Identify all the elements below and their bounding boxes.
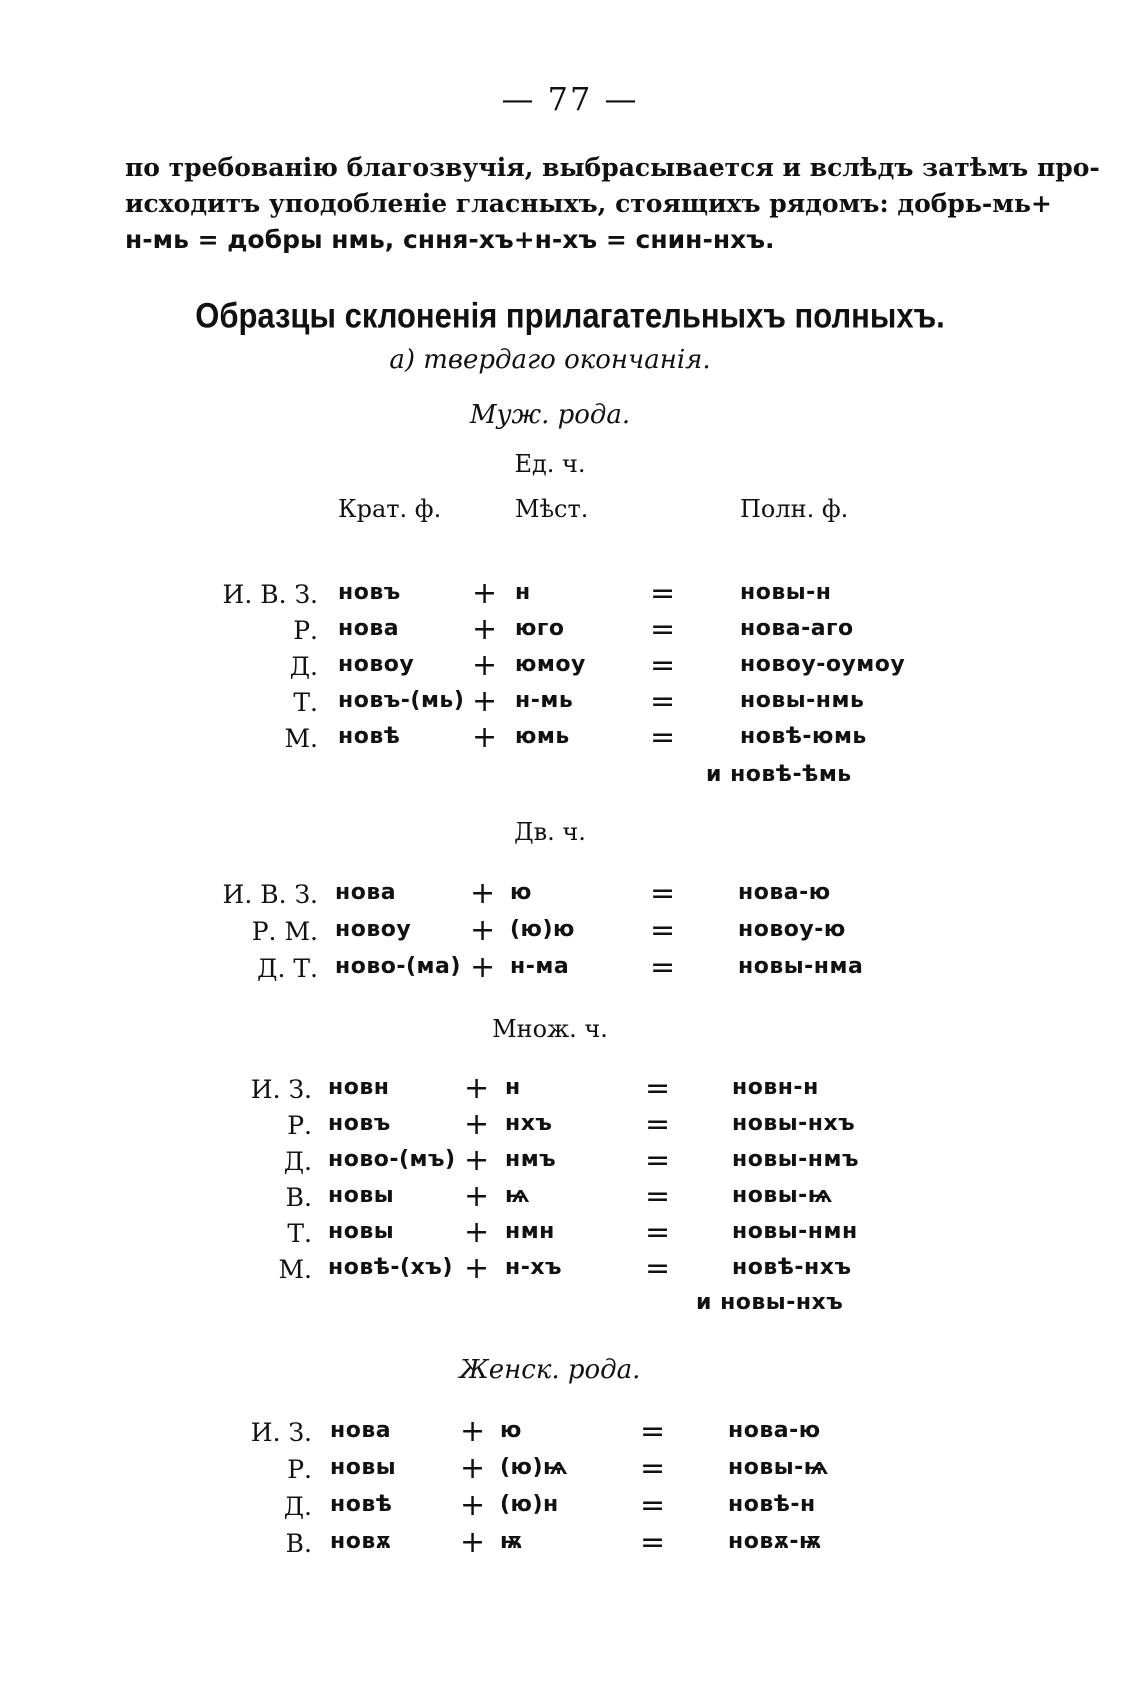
declension-row: [0, 1107, 1140, 1145]
full-form: новы-нмъ: [732, 1147, 859, 1172]
short-form: новъ: [328, 1111, 391, 1136]
intro-paragraph: [125, 150, 1100, 258]
plus-sign: +: [460, 1488, 486, 1523]
declension-row: [0, 1179, 1140, 1217]
short-form: новоу: [335, 917, 412, 942]
short-form: новы: [328, 1219, 395, 1244]
masc-plural-alt-row: [0, 1290, 1140, 1324]
case-label: Р. М.: [251, 917, 318, 946]
short-form: нова: [338, 616, 400, 641]
dual-heading: Дв. ч.: [514, 818, 586, 846]
alt-form: и новѣ-ѣмь: [706, 762, 852, 787]
pronoun-form: юмь: [515, 724, 570, 749]
short-form: новн: [328, 1075, 390, 1100]
pronoun-form: юмоу: [515, 652, 586, 677]
equals-sign: =: [650, 720, 676, 755]
case-label: М.: [284, 724, 318, 753]
full-form: новы-ѩ: [728, 1455, 829, 1480]
equals-sign: =: [650, 950, 676, 985]
equals-sign: =: [650, 876, 676, 911]
col-short-form: Крат. ф.: [338, 495, 442, 523]
pronoun-form: нхъ: [505, 1111, 553, 1136]
masc-singular-alt-row: [0, 762, 1140, 796]
pronoun-form: (ю)ю: [510, 917, 575, 942]
plus-sign: +: [464, 1143, 490, 1178]
plus-sign: +: [464, 1071, 490, 1106]
page-number: — 77 —: [501, 80, 639, 118]
case-label: И. З.: [250, 1418, 312, 1447]
case-label: Р.: [293, 616, 318, 645]
case-label: И. З.: [250, 1075, 312, 1104]
short-form: ново-(ма): [335, 954, 461, 979]
plus-sign: +: [472, 612, 498, 647]
equals-sign: =: [645, 1251, 671, 1286]
full-form: новоу-оумоу: [740, 652, 906, 677]
pronoun-form: н-ма: [510, 954, 570, 979]
plural-heading: Множ. ч.: [492, 1015, 608, 1043]
plus-sign: +: [460, 1414, 486, 1449]
intro-line-3: н-мь = добры нмь, сння-хъ+н-хъ = снин-нхъ.: [125, 225, 775, 254]
full-form: нова-ю: [738, 880, 831, 905]
masculine-heading: Муж. рода.: [469, 400, 631, 430]
case-label: И. В. З.: [222, 580, 318, 609]
full-form: новѣ-нхъ: [732, 1255, 852, 1280]
equals-sign: =: [645, 1215, 671, 1250]
short-form: новѫ: [330, 1529, 392, 1554]
case-label: В.: [285, 1183, 312, 1212]
subtitle: а) твердаго окончанія.: [389, 345, 711, 375]
short-form: нова: [330, 1418, 392, 1443]
plus-sign: +: [472, 684, 498, 719]
declension-row: [0, 1488, 1140, 1526]
full-form: новы-н: [740, 580, 832, 605]
short-form: новѣ: [330, 1492, 393, 1517]
plus-sign: +: [464, 1107, 490, 1142]
equals-sign: =: [640, 1525, 666, 1560]
pronoun-form: ю: [500, 1418, 522, 1443]
equals-sign: =: [650, 612, 676, 647]
full-form: новы-ѩ: [732, 1183, 833, 1208]
plus-sign: +: [470, 950, 496, 985]
declension-row: [0, 648, 1140, 686]
full-form: нова-ю: [728, 1418, 821, 1443]
equals-sign: =: [645, 1179, 671, 1214]
equals-sign: =: [640, 1451, 666, 1486]
pronoun-form: юго: [515, 616, 565, 641]
full-form: новн-н: [732, 1075, 819, 1100]
declension-row: [0, 720, 1140, 758]
pronoun-form: (ю)ѩ: [500, 1455, 569, 1480]
short-form: новоу: [338, 652, 415, 677]
short-form: новъ-(мь): [338, 688, 465, 713]
declension-row: [0, 1525, 1140, 1563]
equals-sign: =: [645, 1143, 671, 1178]
alt-form: и новы-нхъ: [696, 1290, 844, 1315]
short-form: новъ: [338, 580, 401, 605]
equals-sign: =: [650, 648, 676, 683]
short-form: нова: [335, 880, 397, 905]
equals-sign: =: [640, 1488, 666, 1523]
equals-sign: =: [645, 1107, 671, 1142]
plus-sign: +: [464, 1215, 490, 1250]
full-form: новоу-ю: [738, 917, 846, 942]
full-form: новѫ-ѭ: [728, 1529, 822, 1554]
full-form: новы-нмь: [740, 688, 865, 713]
short-form: новѣ: [338, 724, 401, 749]
pronoun-form: н-хъ: [505, 1255, 563, 1280]
declension-row: [0, 612, 1140, 650]
plus-sign: +: [472, 648, 498, 683]
singular-heading: Ед. ч.: [514, 450, 586, 478]
declension-row: [0, 1143, 1140, 1181]
declension-row: [0, 1215, 1140, 1253]
case-label: Р.: [287, 1455, 312, 1484]
declension-row: [0, 1451, 1140, 1489]
case-label: Д.: [283, 1147, 312, 1176]
full-form: новы-нма: [738, 954, 864, 979]
short-form: ново-(мъ): [328, 1147, 456, 1172]
pronoun-form: ѭ: [500, 1529, 523, 1554]
full-form: нова-аго: [740, 616, 854, 641]
pronoun-form: ѩ: [505, 1183, 531, 1208]
equals-sign: =: [650, 576, 676, 611]
declension-row: [0, 1251, 1140, 1289]
declension-row: [0, 1071, 1140, 1109]
column-headers: [0, 495, 1140, 529]
plus-sign: +: [472, 720, 498, 755]
pronoun-form: н: [515, 580, 531, 605]
equals-sign: =: [650, 913, 676, 948]
plus-sign: +: [470, 876, 496, 911]
plus-sign: +: [464, 1179, 490, 1214]
col-full-form: Полн. ф.: [740, 495, 849, 523]
equals-sign: =: [640, 1414, 666, 1449]
full-form: новѣ-н: [728, 1492, 816, 1517]
intro-line-1: по требованію благозвучія, выбрасывается и вслѣдъ затѣмъ про-: [125, 153, 1100, 182]
case-label: Д.: [289, 652, 318, 681]
pronoun-form: н-мь: [515, 688, 574, 713]
case-label: Т.: [293, 688, 318, 717]
case-label: И. В. З.: [222, 880, 318, 909]
pronoun-form: нмъ: [505, 1147, 557, 1172]
case-label: В.: [285, 1529, 312, 1558]
plus-sign: +: [460, 1525, 486, 1560]
short-form: новы: [328, 1183, 395, 1208]
declension-row: [0, 684, 1140, 722]
declension-row: [0, 1414, 1140, 1452]
pronoun-form: ю: [510, 880, 532, 905]
equals-sign: =: [650, 684, 676, 719]
pronoun-form: нмн: [505, 1219, 555, 1244]
col-pronoun: Мѣст.: [515, 495, 589, 523]
equals-sign: =: [645, 1071, 671, 1106]
section-title: Образцы склоненія прилагательныхъ полныхъ.: [195, 295, 945, 336]
pronoun-form: н: [505, 1075, 521, 1100]
case-label: Р.: [287, 1111, 312, 1140]
plus-sign: +: [460, 1451, 486, 1486]
feminine-heading: Женск. рода.: [459, 1355, 641, 1385]
declension-row: [0, 913, 1140, 951]
plus-sign: +: [472, 576, 498, 611]
declension-row: [0, 950, 1140, 988]
full-form: новы-нхъ: [732, 1111, 856, 1136]
plus-sign: +: [470, 913, 496, 948]
plus-sign: +: [464, 1251, 490, 1286]
short-form: новы: [330, 1455, 397, 1480]
declension-row: [0, 876, 1140, 914]
declension-row: [0, 576, 1140, 614]
full-form: новы-нмн: [732, 1219, 858, 1244]
intro-line-2: исходитъ уподобленіе гласныхъ, стоящихъ рядомъ: добрь-мь+: [125, 189, 1052, 218]
full-form: новѣ-юмь: [740, 724, 867, 749]
case-label: Т.: [287, 1219, 312, 1248]
case-label: Д. Т.: [257, 954, 318, 983]
pronoun-form: (ю)н: [500, 1492, 559, 1517]
case-label: М.: [278, 1255, 312, 1284]
case-label: Д.: [283, 1492, 312, 1521]
short-form: новѣ-(хъ): [328, 1255, 453, 1280]
